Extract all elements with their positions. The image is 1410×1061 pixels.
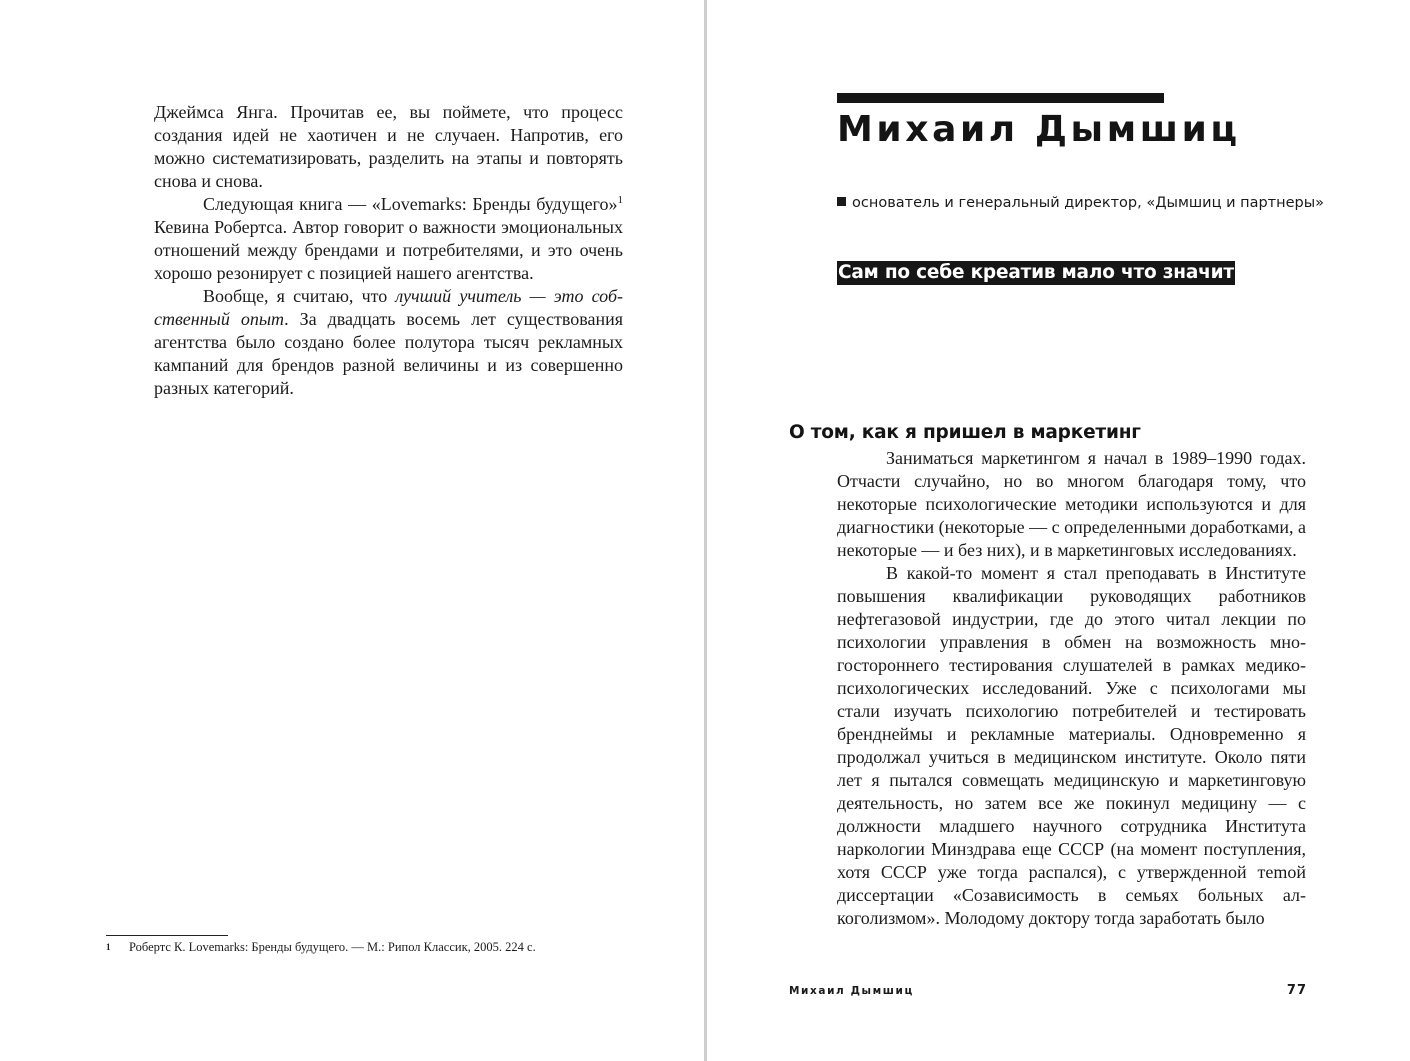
author-role-text: основатель и генеральный директор, «Дымшиц и партнеры» [852,195,1325,211]
text-run: Следующая книга — «Lovemarks: Бренды будущего» [203,194,618,214]
text-run: Джеймса Янга. Прочитав ее, вы поймете, что процесс создания идей не хаотичен и не случаен. Напротив, его можно систематизировать, разделить на этапы и повторять снова и снова. [154,102,623,191]
footnote-divider [106,935,228,936]
text-run: В какой-то момент я стал преподавать в Институте повышения квалификации руководящих работников нефтегазовой индустрии, где до этого читал лекции по психологии управления в обмен на возможность многостороннего тестирования слушателей в рамках медико-психологических исследований. Уже с психологами мы стали изучать психологию потребителей и тестировать бренднеймы и рекламные материалы. Одновременно я продолжал учиться в медицинском институте. Около пяти лет я пытался совмещать медицинскую и маркетинговую деятельность, но затем все же покинул медицину — с должности младшего научного сотрудника Института наркологии Минздрава еще СССР (на момент поступления, хотя СССР уже тогда распался), с утвержденной теmой диссертации «Созависимость в семьях больных алкоголизмом». Молодому доктору тогда заработать было [837,563,1306,928]
footnote-ref: 1 [617,194,623,206]
square-bullet-icon [837,197,846,206]
text-run: Вообще, я считаю, что [203,286,396,306]
text-run: . За двадцать восемь лет существования агентства было создано более полутора тысяч рекламных кампаний для брендов разной величины и из совершенно разных категорий. [154,309,624,398]
footnote-number: 1 [106,942,111,952]
text-run: Кевина Робертса. Автор говорит о важности эмоциональных отношений между брендами и потребителями, и это очень хорошо резонирует с позицией нашего агентства. [154,217,623,283]
section-heading: О том, как я пришел в маркетинг [789,422,1141,443]
paragraph [154,193,623,285]
text-run: Заниматься маркетингом я начал в 1989–1990 годах. Отчасти случайно, но во многом благодаря тому, что некоторые психологические методики используются и для диагностики (некоторые — с определенными доработками, а некоторые — и без них), и в маркетинговых исследованиях. [837,448,1306,560]
chapter-subtitle-highlight: Сам по себе креатив мало что значит [838,262,1234,283]
right-body-text [837,447,1306,930]
left-body-text [154,101,623,400]
author-role [837,194,1324,212]
running-head-author: Михаил Дымшиц [789,985,914,997]
paragraph [154,285,623,400]
paragraph [837,562,1306,930]
running-footer [789,983,1307,998]
italic-emphasis: лучший учитель — это собственный опыт [154,286,623,329]
paragraph [154,101,623,193]
footnote-text: Робертс К. Lovemarks: Бренды будущего. — М.: Рипол Классик, 2005. 224 с. [129,940,536,954]
author-name-heading: Михаил Дымшиц [837,109,1241,150]
footnote [106,939,666,955]
right-page [707,0,1410,1061]
paragraph [837,447,1306,562]
page-number: 77 [1286,983,1307,998]
title-accent-bar [837,93,1164,103]
left-page [0,0,704,1061]
